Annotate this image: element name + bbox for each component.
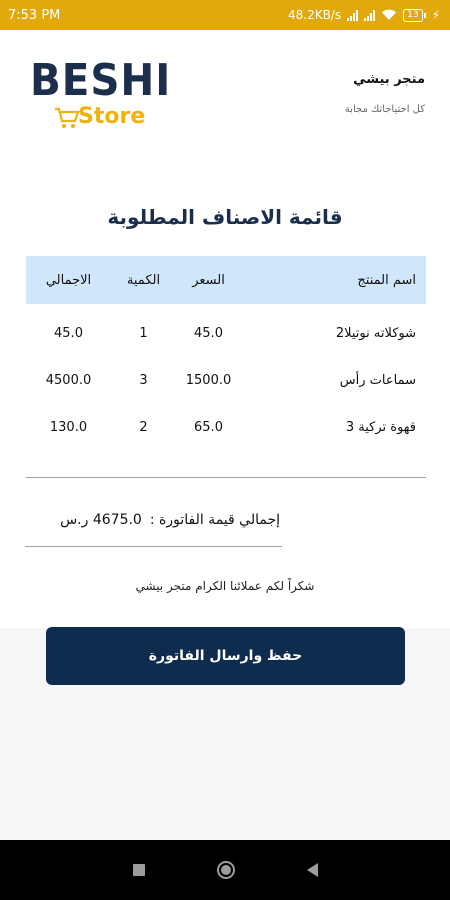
cell-price: 45.0 xyxy=(194,326,223,341)
cell-price: 1500.0 xyxy=(185,373,232,388)
charging-icon: ⚡ xyxy=(431,8,440,22)
status-time: 7:53 PM xyxy=(8,7,61,23)
cell-name: شوكلاته نوتيلا2 xyxy=(335,326,416,341)
cell-total: 130.0 xyxy=(49,420,88,435)
header-price: السعر xyxy=(192,272,225,288)
page-title: قائمة الاصناف المطلوبة xyxy=(107,205,343,229)
table-divider xyxy=(26,477,426,478)
battery-level: 13 xyxy=(403,9,422,22)
back-icon[interactable] xyxy=(307,863,318,877)
home-icon[interactable] xyxy=(217,861,235,879)
network-speed: 48.2KB/s xyxy=(287,8,342,22)
cell-price: 65.0 xyxy=(194,420,223,435)
thanks-message: شكراً لكم عملائنا الكرام متجر بيشي xyxy=(135,579,315,593)
cell-name: سماعات رأس xyxy=(339,373,416,388)
cell-total: 4500.0 xyxy=(45,373,92,388)
cell-total: 45.0 xyxy=(54,326,83,341)
cell-qty: 1 xyxy=(139,326,148,341)
wifi-icon xyxy=(381,9,397,21)
cell-qty: 3 xyxy=(139,373,148,388)
status-icons xyxy=(288,8,440,22)
logo-store-text: Store xyxy=(78,104,146,129)
header-total: الاجمالي xyxy=(45,272,92,288)
status-bar xyxy=(0,0,450,30)
cell-name: قهوة تركية 3 xyxy=(345,420,416,435)
recents-icon[interactable] xyxy=(133,864,145,876)
table-row xyxy=(26,357,426,404)
table-header xyxy=(26,256,426,304)
brand-logo xyxy=(30,55,172,138)
battery-icon xyxy=(403,9,425,22)
header-name: اسم المنتج xyxy=(357,272,416,288)
save-send-invoice-button[interactable]: حفظ وارسال الفاتورة xyxy=(46,627,405,685)
header-qty: الكمية xyxy=(126,272,161,288)
signal-icon-2 xyxy=(364,10,375,21)
navigation-bar xyxy=(0,840,450,900)
cell-qty: 2 xyxy=(139,420,148,435)
invoice-total-label: إجمالي قيمة الفاتورة : xyxy=(149,512,280,528)
cart-icon xyxy=(54,106,80,130)
total-divider xyxy=(25,546,282,547)
table-row xyxy=(26,404,426,451)
store-tagline: كل احتياجاتك مجابة xyxy=(344,104,425,115)
table-row xyxy=(26,310,426,357)
invoice-total xyxy=(25,512,280,528)
logo-wordmark: BESHI xyxy=(30,55,172,106)
signal-icon xyxy=(347,10,358,21)
items-table xyxy=(26,256,426,451)
invoice-total-value: 4675.0 ر.س xyxy=(60,512,142,528)
store-name: متجر بيشي xyxy=(353,72,425,87)
